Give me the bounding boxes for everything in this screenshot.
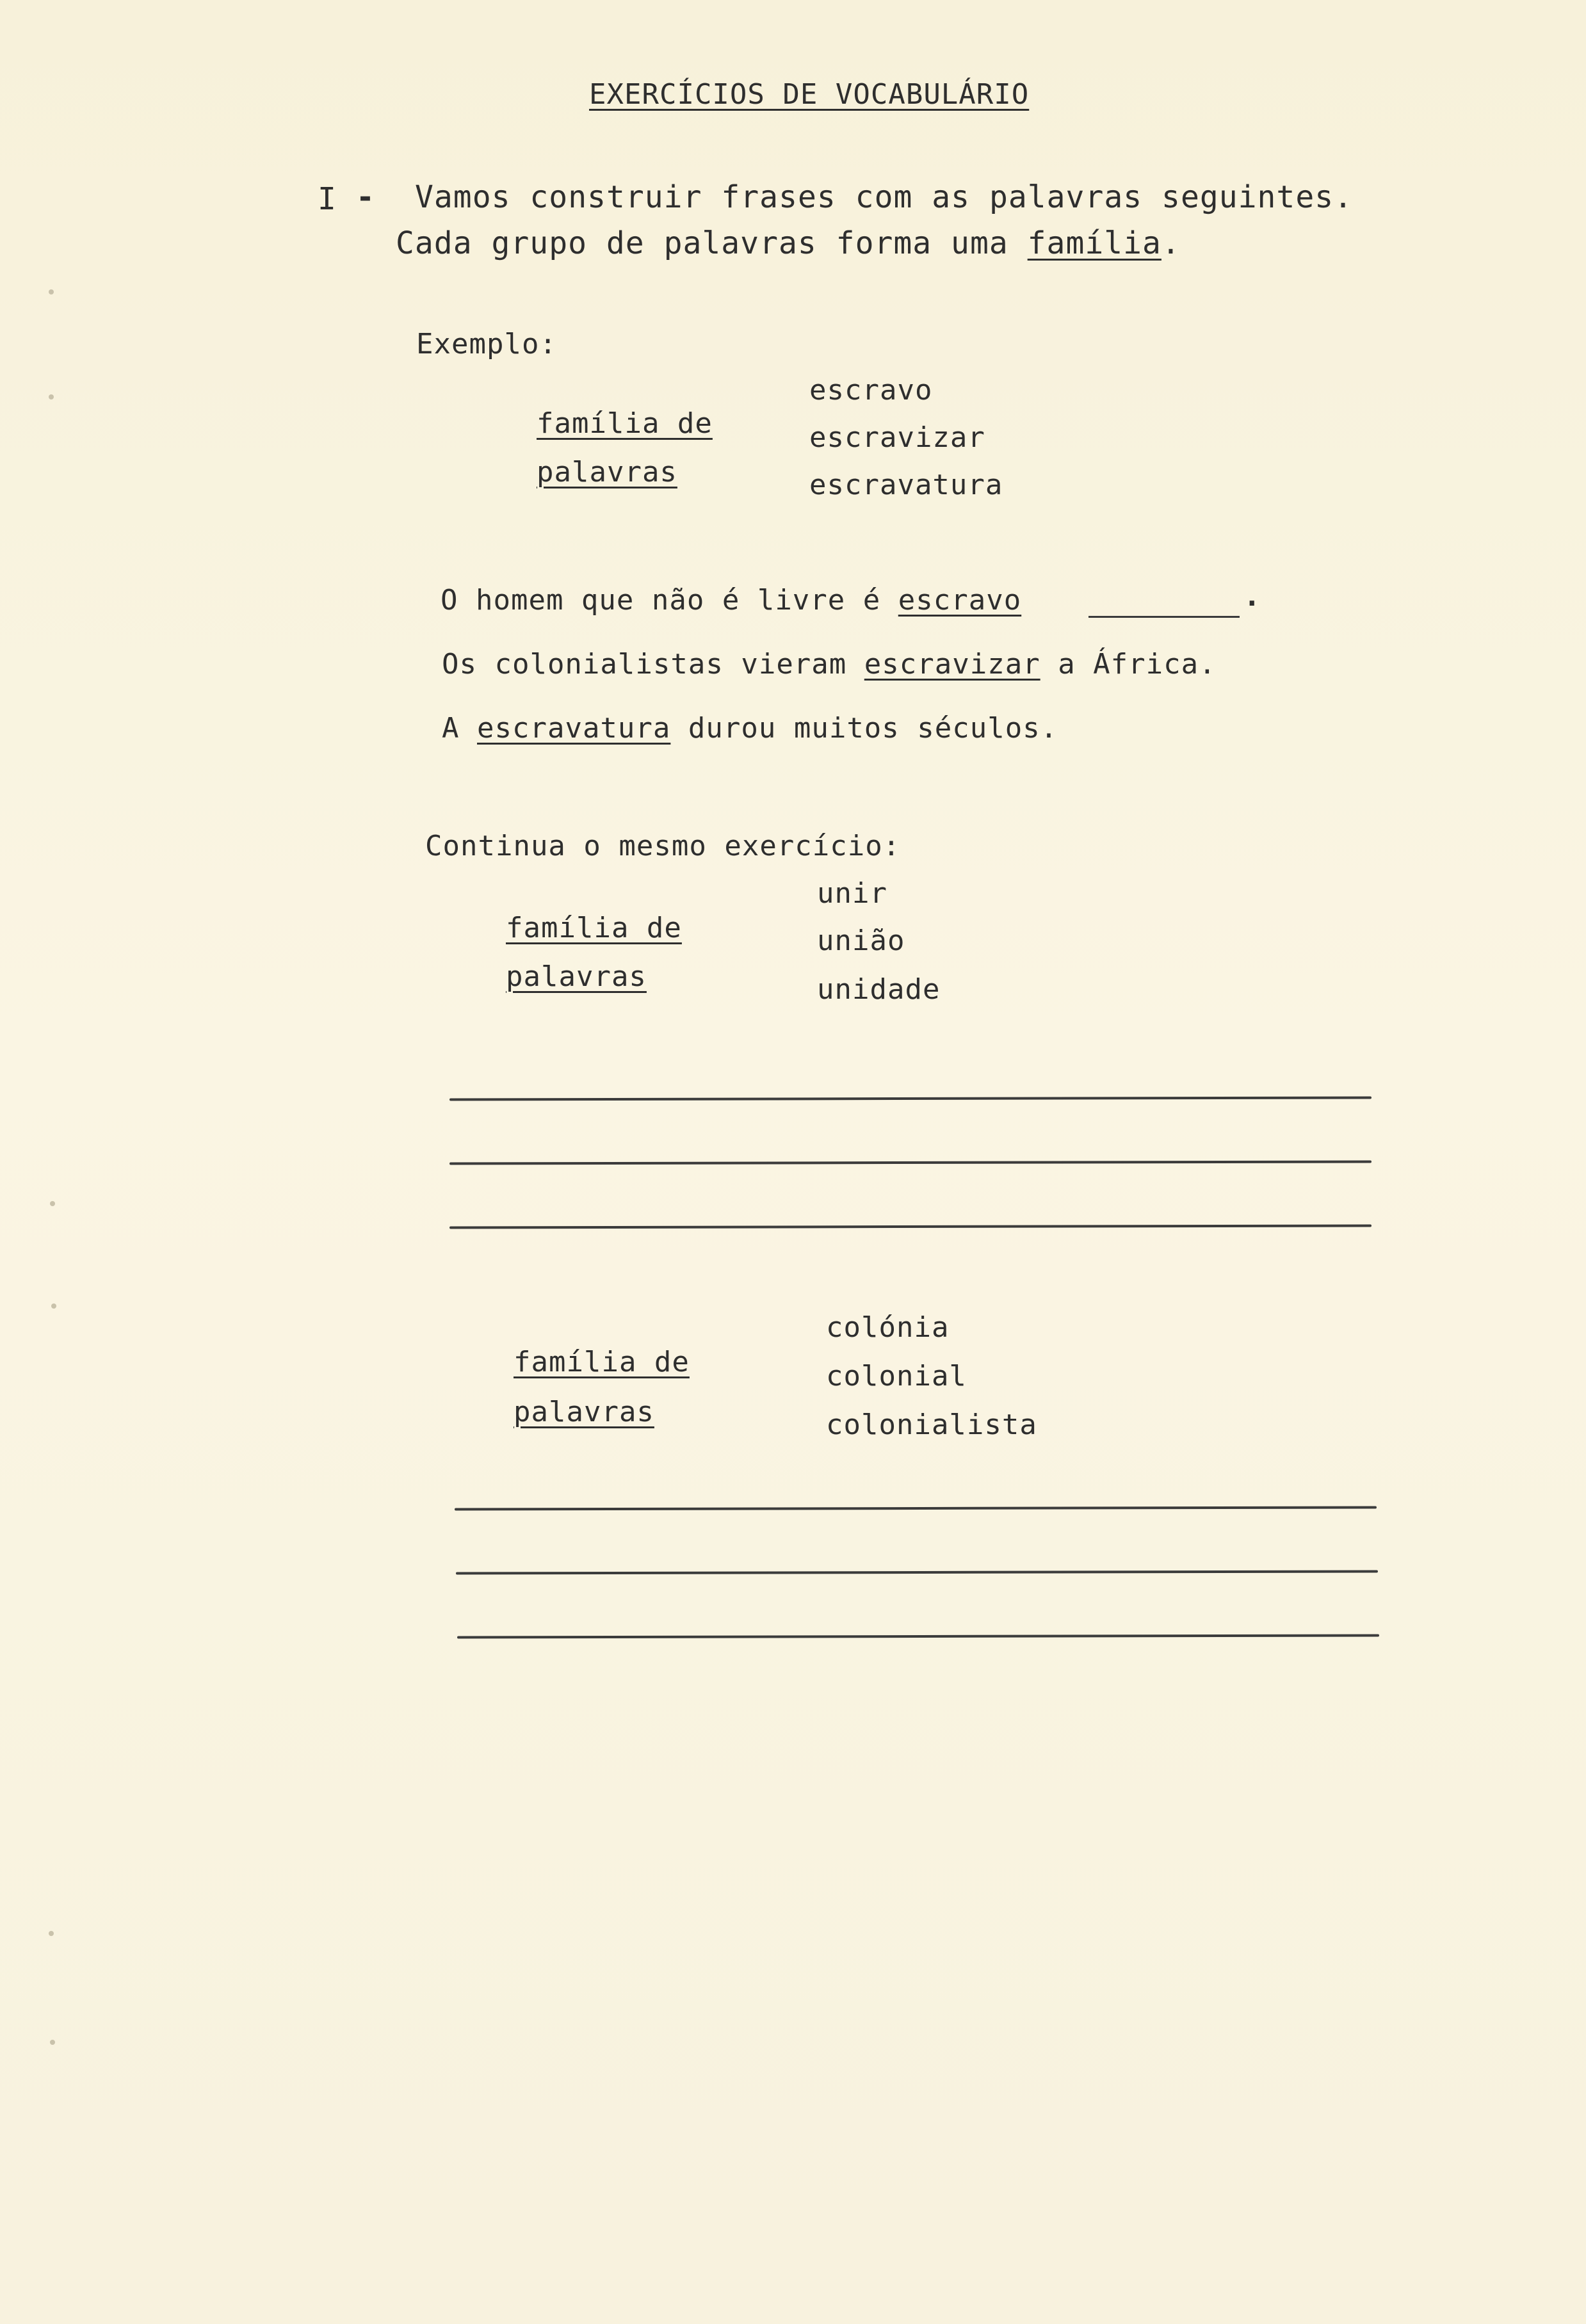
section-numeral: I bbox=[318, 181, 337, 217]
continue-label: Continua o mesmo exercício: bbox=[425, 830, 901, 862]
section-dash: - bbox=[356, 179, 375, 215]
sentence-text: A bbox=[442, 712, 460, 745]
sentence-text: durou muitos séculos. bbox=[688, 712, 1058, 745]
instruction-period: . bbox=[1161, 225, 1181, 261]
example-label: Exemplo: bbox=[416, 328, 557, 360]
punch-hole bbox=[50, 2040, 55, 2045]
answer-line[interactable] bbox=[449, 1160, 1372, 1165]
example-sentence-1 bbox=[441, 584, 1021, 617]
punch-hole bbox=[49, 289, 54, 295]
punch-hole bbox=[50, 1201, 55, 1206]
sentence-text: a África. bbox=[1058, 648, 1217, 681]
sentence-text: Os colonialistas vieram bbox=[442, 648, 847, 681]
group2-word: colonial bbox=[826, 1360, 967, 1392]
instruction-line-2 bbox=[396, 225, 1181, 261]
group1-word: união bbox=[817, 924, 905, 957]
punch-hole bbox=[49, 394, 54, 399]
answer-line[interactable] bbox=[449, 1224, 1372, 1229]
instruction-keyword: família bbox=[1027, 225, 1161, 261]
example-word: escravo bbox=[809, 374, 933, 407]
example-sentence-3 bbox=[442, 712, 1058, 745]
page-title: EXERCÍCIOS DE VOCABULÁRIO bbox=[589, 78, 1030, 111]
punch-hole bbox=[49, 1931, 54, 1936]
example-family-label-line2: palavras bbox=[537, 456, 677, 488]
group2-family-label-line1: família de bbox=[514, 1346, 690, 1378]
instruction-line-1: Vamos construir frases com as palavras seguintes. bbox=[415, 179, 1354, 215]
group1-family-label-line1: família de bbox=[506, 912, 682, 944]
punch-hole bbox=[51, 1303, 56, 1309]
example-word: escravizar bbox=[809, 421, 985, 454]
instruction-line-2-text: Cada grupo de palavras forma uma bbox=[396, 225, 1008, 261]
answer-line[interactable] bbox=[456, 1570, 1378, 1574]
answer-line[interactable] bbox=[455, 1506, 1377, 1510]
sentence-text: O homem que não é livre é bbox=[441, 584, 881, 617]
answer-line[interactable] bbox=[457, 1634, 1379, 1638]
group2-family-label-line2: palavras bbox=[514, 1396, 654, 1428]
group1-family-label-line2: palavras bbox=[506, 960, 647, 993]
group2-word: colonialista bbox=[826, 1408, 1037, 1441]
example-word: escravatura bbox=[809, 469, 1003, 501]
example-family-label-line1: família de bbox=[537, 407, 713, 440]
sentence-keyword: escravatura bbox=[477, 712, 671, 745]
group1-word: unir bbox=[817, 877, 887, 910]
example-sentence-2 bbox=[442, 648, 1217, 681]
sentence-period: . bbox=[1243, 580, 1261, 613]
answer-line[interactable] bbox=[449, 1096, 1372, 1101]
group1-word: unidade bbox=[817, 973, 941, 1006]
fill-in-underline bbox=[1088, 616, 1240, 618]
group2-word: colónia bbox=[826, 1311, 950, 1344]
sentence-keyword: escravizar bbox=[864, 648, 1040, 681]
sentence-keyword: escravo bbox=[898, 584, 1022, 617]
